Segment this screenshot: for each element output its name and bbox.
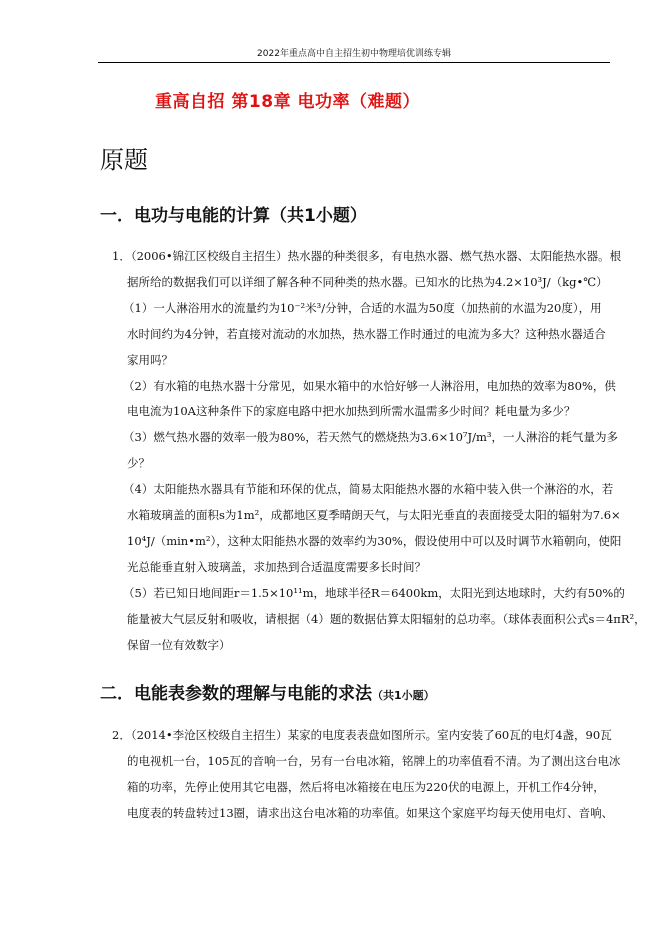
question-line: 水时间约为4分钟，若直接对流动的水加热，热水器工作时通过的电流为多大？这种热水器适合: [127, 326, 606, 341]
question-line: 2．（2014•李沧区校级自主招生）某家的电度表表盘如图所示。室内安装了60瓦的电灯4盏，90瓦: [112, 728, 612, 742]
question-line: 能量被大气层反射和吸收，请根据（4）题的数据估算太阳辐射的总功率。（球体表面积公式s＝4πR²，: [127, 611, 646, 626]
question-line: 电度表的转盘转过13圈，请求出这台电冰箱的功率值。如果这个家庭平均每天使用电灯、音响、: [127, 805, 614, 820]
question-line: （5）若已知日地间距r＝1.5×10¹¹m，地球半径R＝6400km，太阳光到达地球时，大约有50%的: [123, 585, 625, 600]
question-line: 的电视机一台，105瓦的音响一台，另有一台电冰箱，铭牌上的功率值看不清。为了测出这台电冰: [127, 753, 621, 768]
question-line: （2）有水箱的电热水器十分常见，如果水箱中的水恰好够一人淋浴用，电加热的效率为80%，供: [123, 378, 616, 393]
original-label: 原题: [100, 146, 148, 174]
section-heading-2: [100, 679, 435, 704]
question-line: 保留一位有效数字）: [127, 637, 231, 652]
running-header: 2022年重点高中自主招生初中物理培优训练专辑: [257, 49, 451, 59]
question-line: 家用吗？: [127, 352, 173, 367]
header-rule: [98, 62, 610, 63]
question-line: 水箱玻璃盖的面积s为1m²，成都地区夏季晴朗天气，与太阳光垂直的表面接受太阳的辐射为7.6×: [127, 508, 621, 522]
section-count: （共1小题）: [372, 689, 435, 702]
question-line: 少？: [127, 456, 150, 471]
question-line: 10⁴J/（min•m²），这种太阳能热水器的效率约为30%，假设使用中可以及时调节水箱朝向，使阳: [127, 533, 622, 548]
section-count: （共1小题）: [270, 206, 367, 226]
question-line: 据所给的数据我们可以详细了解各种不同种类的热水器。已知水的比热为4.2×10³J/（kg•℃）: [127, 274, 608, 289]
question-line: （4）太阳能热水器具有节能和环保的优点，简易太阳能热水器的水箱中装入供一个淋浴的水，若: [123, 482, 614, 497]
question-line: 光总能垂直射入玻璃盖，求加热到合适温度需要多长时间？: [127, 559, 426, 574]
chapter-title: 重高自招 第18章 电功率（难题）: [155, 92, 420, 112]
section-heading-1: [100, 201, 367, 226]
question-line: （3）燃气热水器的效率一般为80%，若天然气的燃烧热为3.6×10⁷J/m³，一人淋浴的耗气量为多: [123, 430, 619, 445]
question-line: （1）一人淋浴用水的流量约为10⁻²米³/分钟，合适的水温为50度（加热前的水温为20度），用: [123, 300, 602, 315]
section-title: 一．电功与电能的计算: [100, 206, 270, 226]
question-line: 箱的功率，先停止使用其它电器，然后将电冰箱接在电压为220伏的电源上，开机工作4分钟，: [127, 779, 605, 794]
section-title: 二．电能表参数的理解与电能的求法: [100, 684, 372, 704]
question-line: 1．（2006•锦江区校级自主招生）热水器的种类很多，有电热水器、燃气热水器、太阳能热水器。根: [112, 249, 622, 263]
question-line: 电电流为10A这种条件下的家庭电路中把水加热到所需水温需多少时间？耗电量为多少？: [127, 404, 576, 419]
